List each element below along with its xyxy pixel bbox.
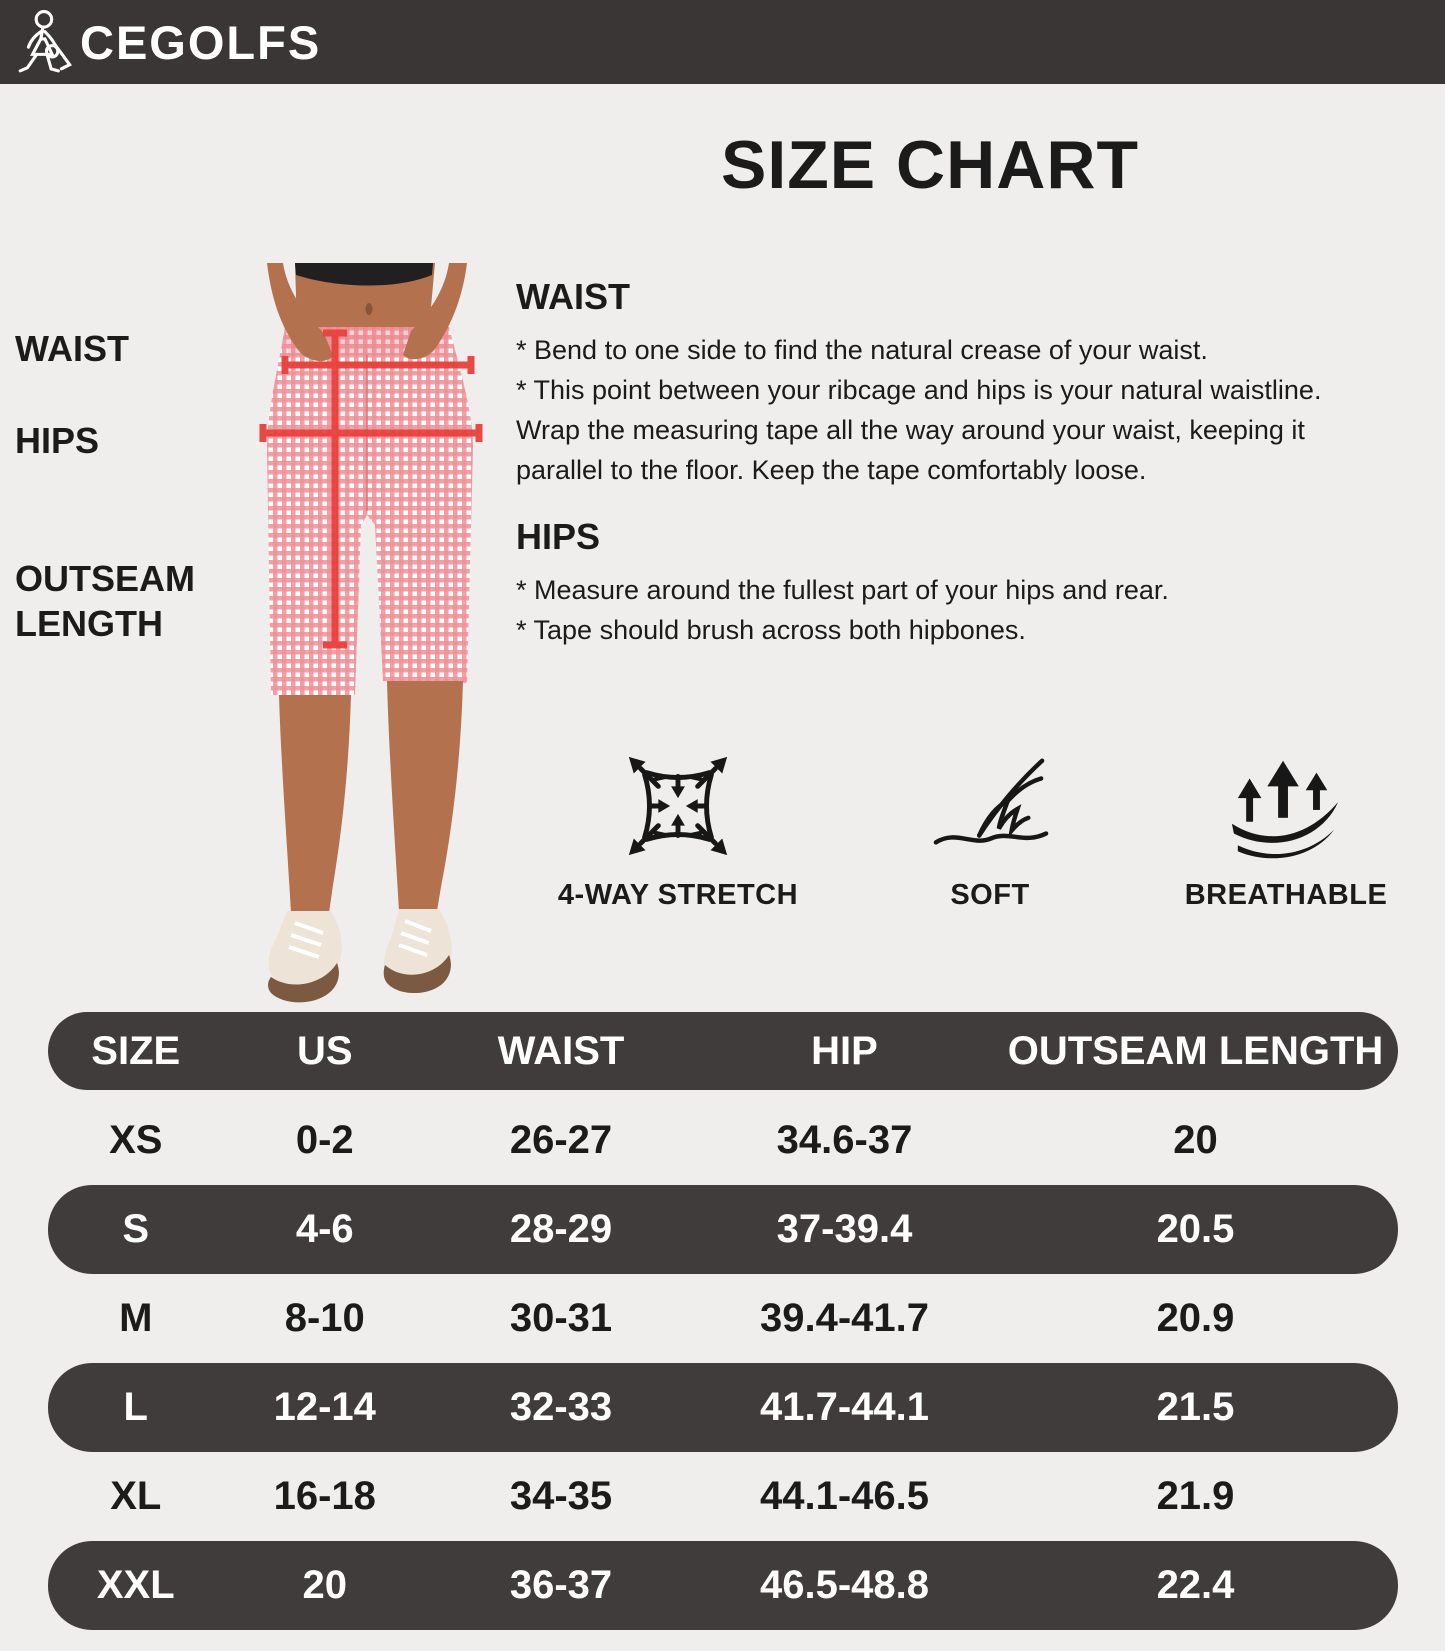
hips-measure-label: HIPS [15, 420, 100, 461]
col-header-size: SIZE [91, 1028, 181, 1073]
cell-us: 12-14 [273, 1385, 376, 1429]
page-title: SIZE CHART [721, 127, 1139, 203]
cell-size: XL [110, 1474, 162, 1518]
waist-measure-label: WAIST [15, 328, 129, 369]
cell-hip: 39.4-41.7 [759, 1296, 930, 1340]
brand-name: CEGOLFS [80, 15, 322, 69]
hips-instruction-2: * Tape should brush across both hipbones. [516, 615, 1026, 645]
feature-label: BREATHABLE [1184, 879, 1388, 911]
size-table-header-row [48, 1012, 1398, 1090]
table-row-xxl [48, 1541, 1398, 1630]
feature-4-way-stretch [528, 733, 828, 912]
outseam-measure-label: OUTSEAM LENGTH [15, 558, 195, 644]
table-row-xs [48, 1096, 1398, 1185]
cell-outseam: 20.5 [1156, 1207, 1235, 1251]
model-left-leg [279, 695, 351, 913]
cell-outseam: 21.5 [1156, 1385, 1235, 1429]
feature-label: 4-WAY STRETCH [557, 879, 799, 911]
cell-hip: 46.5-48.8 [759, 1563, 930, 1607]
cell-waist: 26-27 [509, 1118, 613, 1162]
cell-outseam: 20.9 [1156, 1296, 1235, 1340]
table-row-l [48, 1363, 1398, 1452]
right-sneaker [384, 909, 452, 993]
cell-hip: 34.6-37 [776, 1118, 913, 1162]
waist-instruction-1: * Bend to one side to find the natural crease of your waist. [516, 335, 1208, 365]
measuring-instructions [516, 276, 1368, 650]
cell-outseam: 21.9 [1156, 1474, 1235, 1518]
cell-us: 0-2 [295, 1118, 354, 1162]
cell-waist: 34-35 [509, 1474, 613, 1518]
feature-breathable [1136, 733, 1436, 912]
cell-us: 4-6 [295, 1207, 354, 1251]
cell-waist: 28-29 [509, 1207, 613, 1251]
cell-hip: 41.7-44.1 [759, 1385, 930, 1429]
breathable-icon [1136, 733, 1436, 865]
cell-size: L [123, 1385, 148, 1429]
cell-hip: 37-39.4 [776, 1207, 913, 1251]
table-row-xl [48, 1452, 1398, 1541]
size-table [48, 1012, 1398, 1630]
col-header-us: US [296, 1028, 353, 1073]
waist-instruction-2: * This point between your ribcage and hips is your natural waistline. Wrap the measuring tape all the way around your waist, keeping it parallel to the floor. Keep the tape comfortably loose. [516, 375, 1322, 485]
model-figure-illustration [183, 263, 511, 1011]
feature-soft [840, 733, 1140, 912]
table-row-s [48, 1185, 1398, 1274]
cell-size: S [122, 1207, 150, 1251]
cell-us: 8-10 [284, 1296, 365, 1340]
cell-outseam: 20 [1173, 1118, 1218, 1162]
gingham-shorts [267, 327, 473, 695]
model-photo [183, 263, 511, 1011]
cell-size: M [119, 1296, 153, 1340]
cell-hip: 44.1-46.5 [759, 1474, 930, 1518]
cell-waist: 32-33 [509, 1385, 613, 1429]
cell-outseam: 22.4 [1156, 1563, 1235, 1607]
navel [366, 303, 373, 315]
cell-waist: 36-37 [509, 1563, 613, 1607]
feature-label: SOFT [950, 879, 1030, 911]
brand-logo [16, 9, 321, 75]
4-way-stretch-icon [528, 733, 828, 865]
golfer-stick-figure-icon [16, 9, 78, 75]
col-header-outseam: OUTSEAM LENGTH [1007, 1028, 1384, 1073]
cell-us: 20 [302, 1563, 347, 1607]
hips-instructions-heading: HIPS [516, 516, 601, 557]
table-row-m [48, 1274, 1398, 1363]
model-right-leg [387, 681, 463, 911]
left-sneaker [268, 911, 342, 1002]
hips-instruction-1: * Measure around the fullest part of your hips and rear. [516, 575, 1169, 605]
cell-us: 16-18 [273, 1474, 376, 1518]
col-header-hip: HIP [811, 1028, 878, 1073]
soft-touch-icon [840, 733, 1140, 865]
cell-size: XS [109, 1118, 163, 1162]
col-header-waist: WAIST [497, 1028, 625, 1073]
cell-waist: 30-31 [509, 1296, 613, 1340]
cell-size: XXL [96, 1563, 175, 1607]
waist-instructions-heading: WAIST [516, 276, 630, 317]
brand-header [0, 0, 1445, 84]
